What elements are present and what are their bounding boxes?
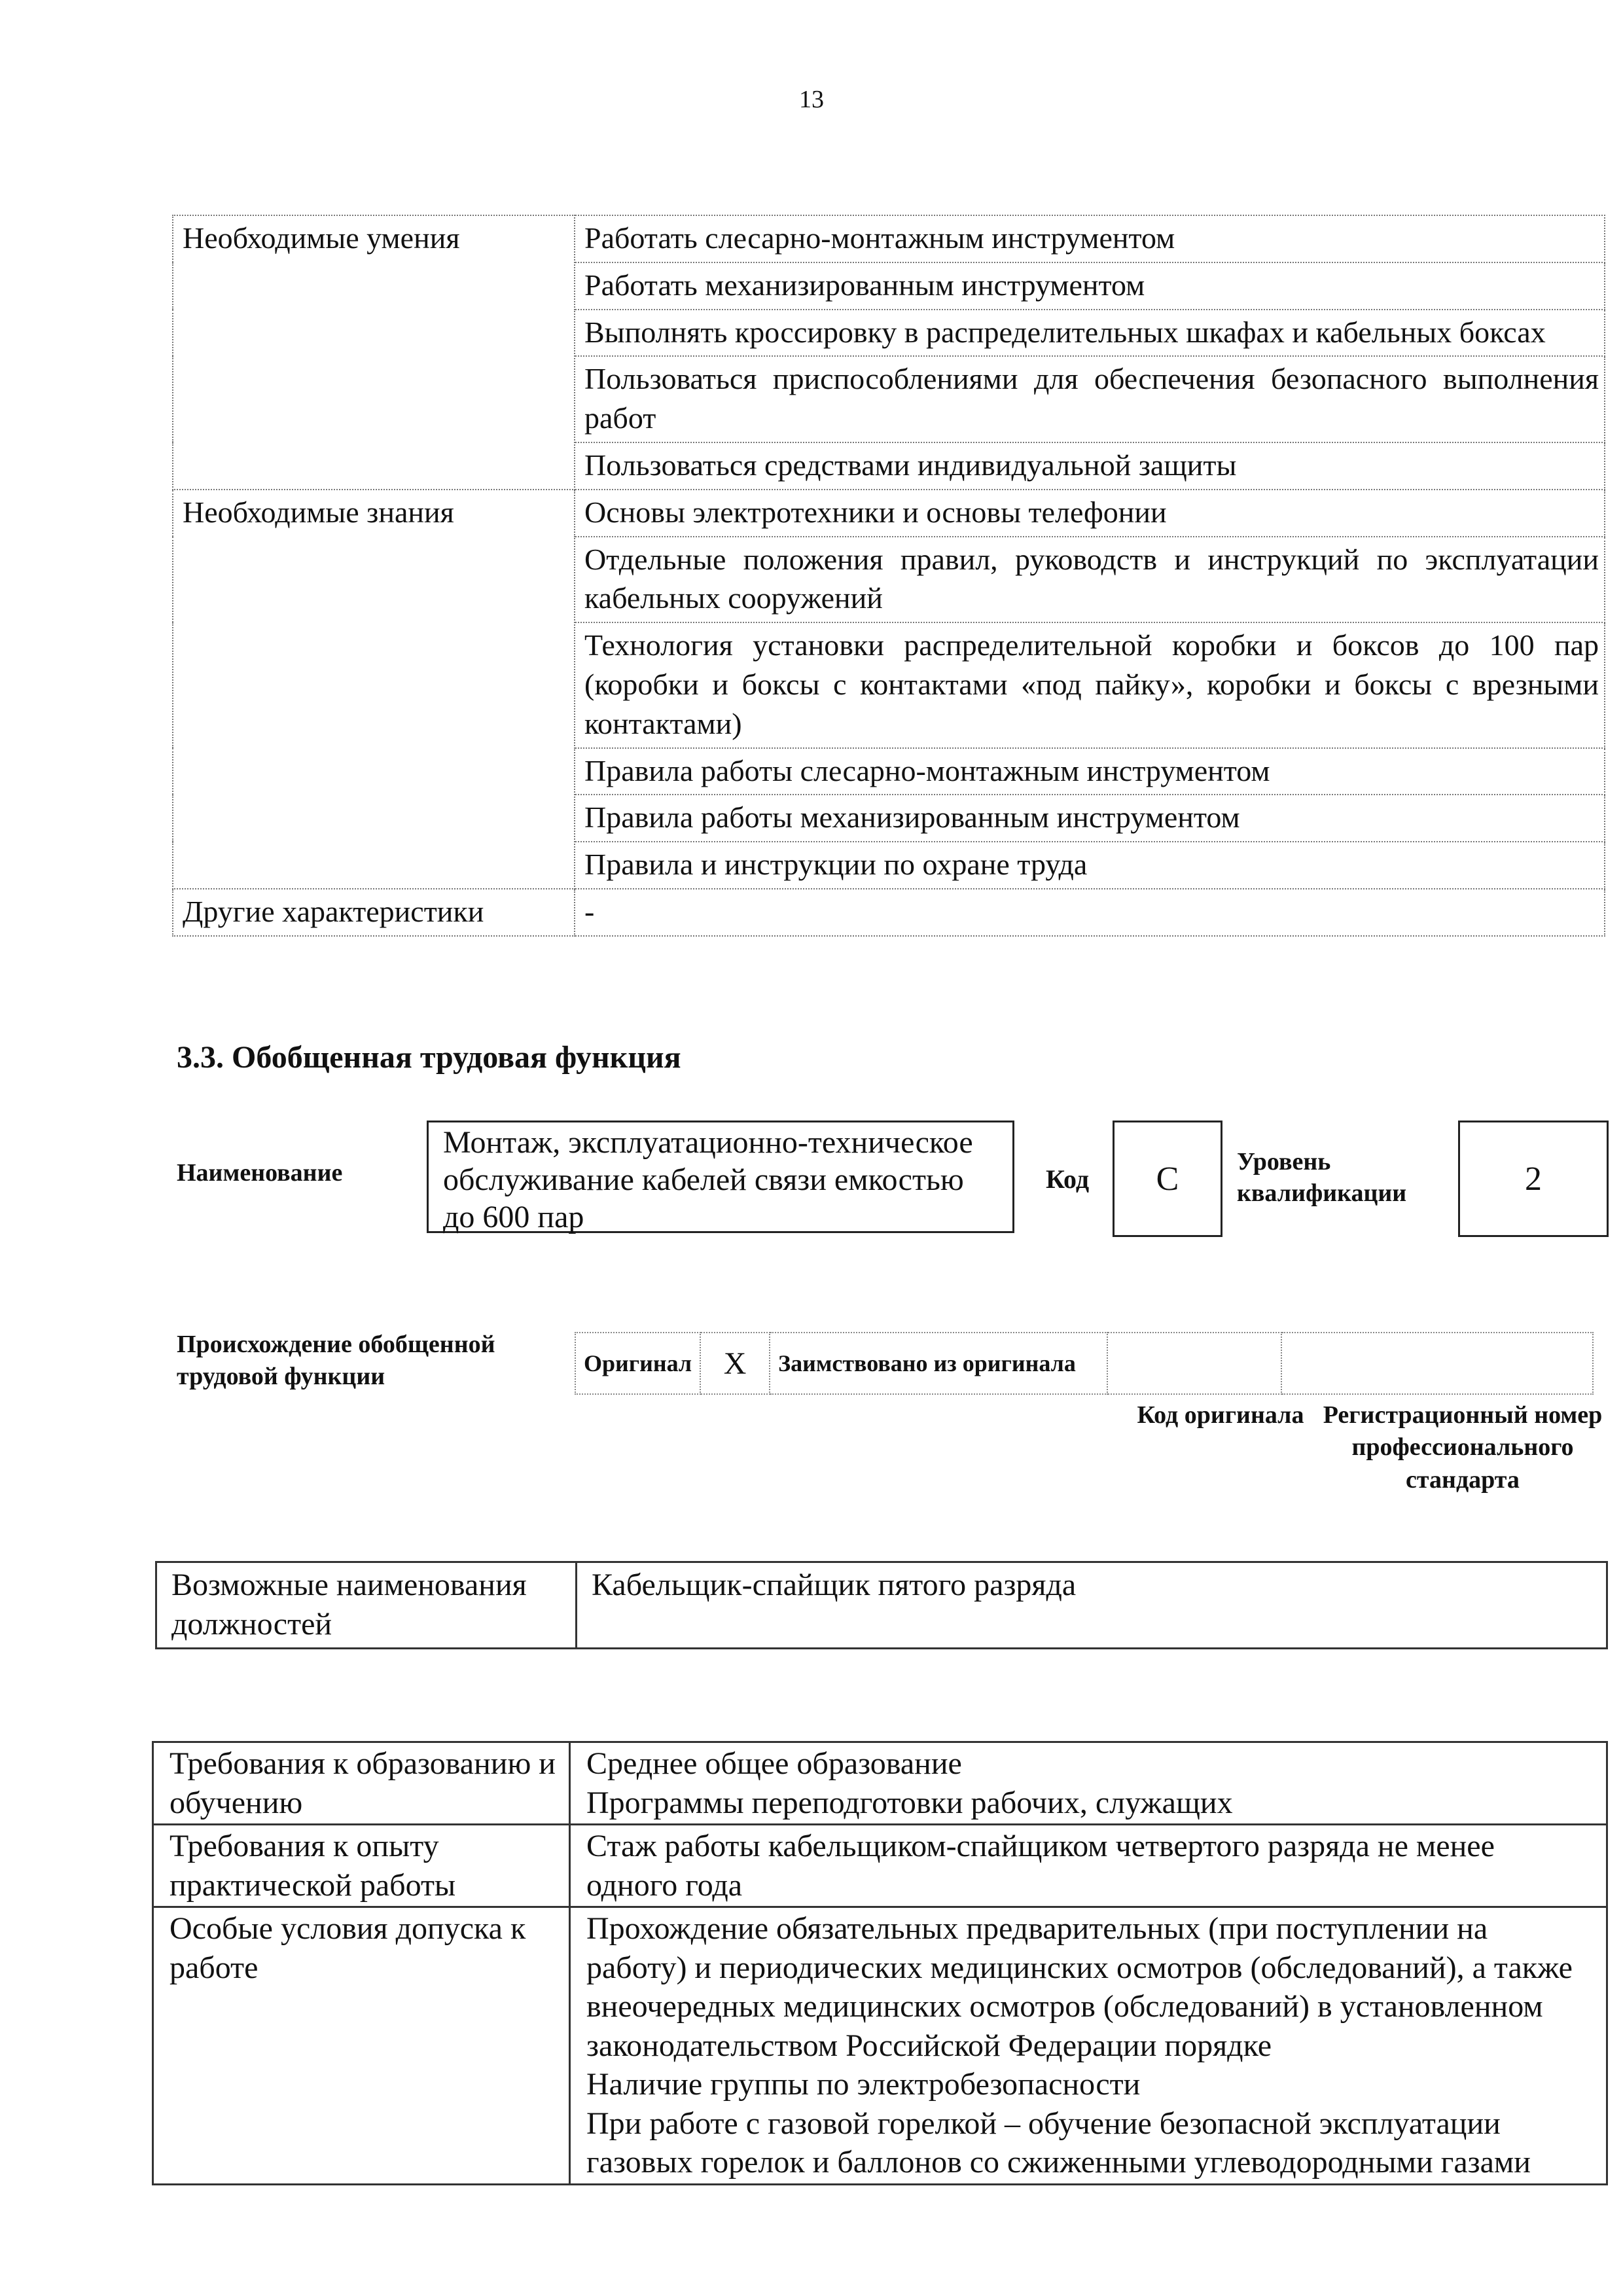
skill-item: Пользоваться приспособлениями для обеспечения безопасного выполнения работ (575, 356, 1605, 442)
level-value-box: 2 (1458, 1121, 1609, 1237)
name-label: Наименование (177, 1159, 343, 1187)
requirements-table (152, 1741, 1608, 2185)
conditions-line: Наличие группы по электробезопасности (586, 2067, 1141, 2102)
skills-knowledge-table (172, 215, 1605, 937)
knowledge-label: Необходимые знания (173, 490, 575, 889)
skill-item: Работать механизированным инструментом (575, 262, 1605, 310)
origin-label: Происхождение обобщенной трудовой функции (177, 1331, 495, 1391)
name-value-box: Монтаж, эксплуатационно-техническое обслуживание кабелей связи емкостью до 600 пар (427, 1121, 1014, 1233)
conditions-line: Прохождение обязательных предварительных (при поступлении на работу) и периодических медицинских осмотров (обследований), а также внеочередных медицинских осмотров (обследований) в установленном законодательством Российской Федерации порядке (586, 1911, 1573, 2063)
reg-caption: Регистрационный номер профессионального стандарта (1323, 1401, 1603, 1494)
education-line: Среднее общее образование (586, 1746, 962, 1781)
borrowed-label: Заимствовано из оригинала (770, 1333, 1107, 1394)
experience-label: Требования к опыту практической работы (153, 1825, 570, 1907)
positions-table (155, 1561, 1608, 1649)
section-title: 3.3. Обобщенная трудовая функция (177, 1040, 681, 1075)
education-label: Требования к образованию и обучению (153, 1742, 570, 1825)
knowledge-item: Отдельные положения правил, руководств и инструкций по эксплуатации кабельных сооружений (575, 537, 1605, 623)
other-value: - (575, 889, 1605, 936)
education-value (570, 1742, 1607, 1825)
page-number: 13 (799, 86, 824, 113)
code-caption: Код оригинала (1137, 1401, 1304, 1429)
skill-item: Выполнять кроссировку в распределительных шкафах и кабельных боксах (575, 310, 1605, 357)
original-mark: X (700, 1333, 770, 1394)
reg-number-cell (1281, 1333, 1593, 1394)
experience-line: Стаж работы кабельщиком-спайщиком четвертого разряда не менее одного года (586, 1829, 1495, 1903)
original-code-cell (1107, 1333, 1281, 1394)
conditions-line: При работе с газовой горелкой – обучение безопасной эксплуатации газовых горелок и баллонов со сжиженными углеводородными газами (586, 2106, 1531, 2180)
skill-item: Пользоваться средствами индивидуальной защиты (575, 442, 1605, 490)
positions-value: Кабельщик-спайщик пятого разряда (577, 1562, 1607, 1649)
original-label: Оригинал (575, 1333, 700, 1394)
other-label: Другие характеристики (173, 889, 575, 936)
knowledge-item: Правила и инструкции по охране труда (575, 842, 1605, 889)
origin-table (575, 1332, 1594, 1395)
code-value-box: С (1113, 1121, 1222, 1237)
knowledge-item: Правила работы механизированным инструментом (575, 795, 1605, 842)
knowledge-item: Технология установки распределительной коробки и боксов до 100 пар (коробки и боксы с контактами «под пайку», коробки и боксы с врезными контактами) (575, 622, 1605, 747)
skills-label: Необходимые умения (173, 215, 575, 490)
education-line: Программы переподготовки рабочих, служащих (586, 1785, 1233, 1820)
code-label: Код (1046, 1164, 1090, 1194)
experience-value (570, 1825, 1607, 1907)
level-label: Уровень квалификации (1237, 1148, 1407, 1207)
knowledge-item: Правила работы слесарно-монтажным инструментом (575, 748, 1605, 795)
conditions-value (570, 1907, 1607, 2185)
skill-item: Работать слесарно-монтажным инструментом (575, 215, 1605, 262)
conditions-label: Особые условия допуска к работе (153, 1907, 570, 2185)
knowledge-item: Основы электротехники и основы телефонии (575, 490, 1605, 537)
positions-label: Возможные наименования должностей (156, 1562, 577, 1649)
